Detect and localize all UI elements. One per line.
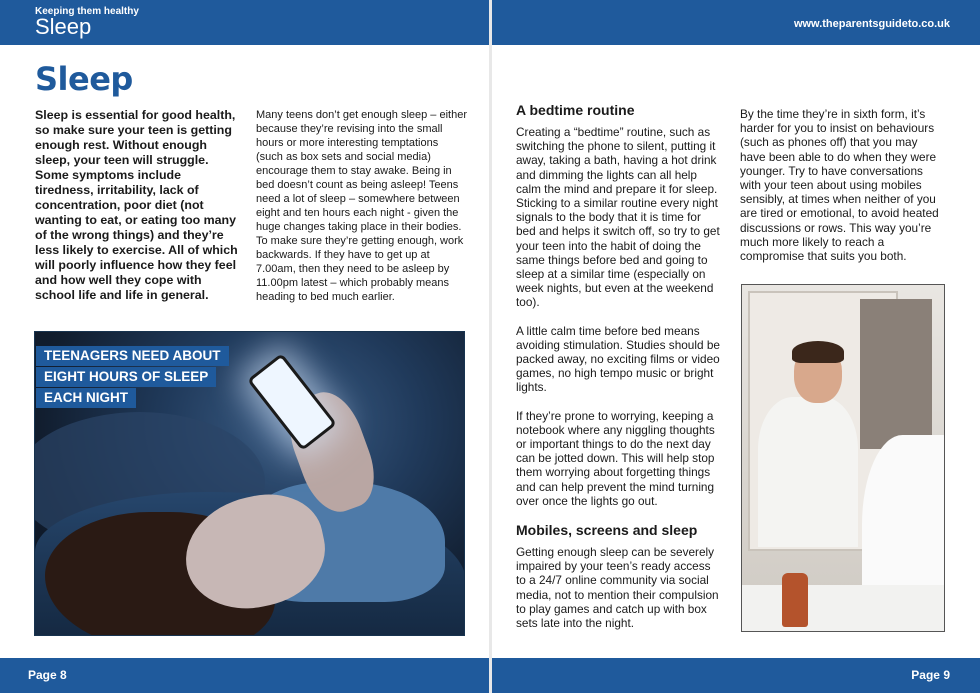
footer-bar-left [0, 658, 489, 693]
intro-paragraph [35, 108, 240, 317]
column-two [256, 108, 468, 318]
page-spine [489, 0, 492, 693]
header-bar-right [492, 0, 980, 45]
col2-paragraph: Many teens don’t get enough sleep – either because they’re revising into the small hours or more interesting temptations (such as box sets and social media) encourage them to stay awake. Being in bed doesn’t count as being asleep! Teens need a lot of sleep – somewhere between eight and ten hours each night - given the huge changes taking place in their bodies. To make sure they’re getting enough, work backwards. If they have to get up at 7.00am, then they need to be asleep by 11.00pm latest – which probably means heading to bed much earlier. [256, 109, 467, 303]
column-three [516, 102, 721, 644]
photo-hair-2 [792, 341, 844, 363]
mobiles-paragraph: Getting enough sleep can be severely impaired by your teen’s ready access to a 24/7 online community via social media, not to mention their compulsion to play games and catch up with box sets late into the night. [516, 545, 719, 631]
soap-bottle-icon [782, 573, 808, 627]
mobiles-heading: Mobiles, screens and sleep [516, 522, 698, 539]
footer-bar-right [492, 658, 980, 693]
page-number-left: Page 8 [28, 668, 67, 682]
caption-line-1: TEENAGERS NEED ABOUT [36, 346, 229, 366]
caption-line-2: EIGHT HOURS OF SLEEP [36, 367, 216, 387]
header-bar-left [0, 0, 489, 45]
website-link[interactable]: www.theparentsguideto.co.uk [793, 18, 950, 30]
intro-text: Sleep is essential for good health, so make sure your teen is getting enough rest. Without enough sleep, your teen will struggle. Some symptoms include tiredness, irritability, lack of concentration, poor diet (not wanting to eat, or eating too many of the wrong things) and they’re less likely to exercise. All of which will poorly influence how they feel and how well they cope with school life and life in general. [35, 108, 238, 302]
teen-brushing-teeth-photo [741, 284, 945, 632]
col4-paragraph: By the time they’re in sixth form, it’s harder for you to insist on behaviours (such as phones off) that you may have been able to do when they were younger. Try to have conversations with your teen about using mobiles sensibly, at times when neither of you are tired or emotional, to avoid heated discussions or rows. This way you’re much more likely to reach a compromise that suits you both. [740, 107, 939, 264]
page-title: Sleep [35, 60, 133, 98]
photo-sink [742, 585, 945, 632]
section-title: Sleep [35, 14, 92, 39]
bedtime-paragraph-1: Creating a “bedtime” routine, such as switching the phone to silent, putting it away, taking a bath, having a hot drink and dimming the lights can all help calm the mind and prepare it for sleep. Sticking to a similar routine every night signals to the body that it is time for bed and helps it switch off, so try to get your teen into the habit of doing the same things before bed and going to sleep at a similar time (especially on week nights, but even at the weekend too). [516, 125, 720, 310]
bedtime-paragraph-2: A little calm time before bed means avoiding stimulation. Studies should be packed away, no exciting films or video games, no high tempo music or bright lights. [516, 323, 720, 395]
bedtime-heading: A bedtime routine [516, 102, 635, 118]
photo-caption [36, 346, 229, 409]
column-four [740, 107, 945, 277]
caption-line-3: EACH NIGHT [36, 388, 136, 408]
page-number-right: Page 9 [911, 668, 950, 682]
section-label: Keeping them healthy [35, 6, 139, 17]
photo-towel [860, 299, 932, 449]
bedtime-paragraph-3: If they’re prone to worrying, keeping a notebook where any niggling thoughts or important things to do the next day can be jotted down. This will help stop them worrying about forgetting things and can help prevent the mind turning over once the lights go out. [516, 408, 715, 508]
photo-shirt [758, 397, 858, 547]
